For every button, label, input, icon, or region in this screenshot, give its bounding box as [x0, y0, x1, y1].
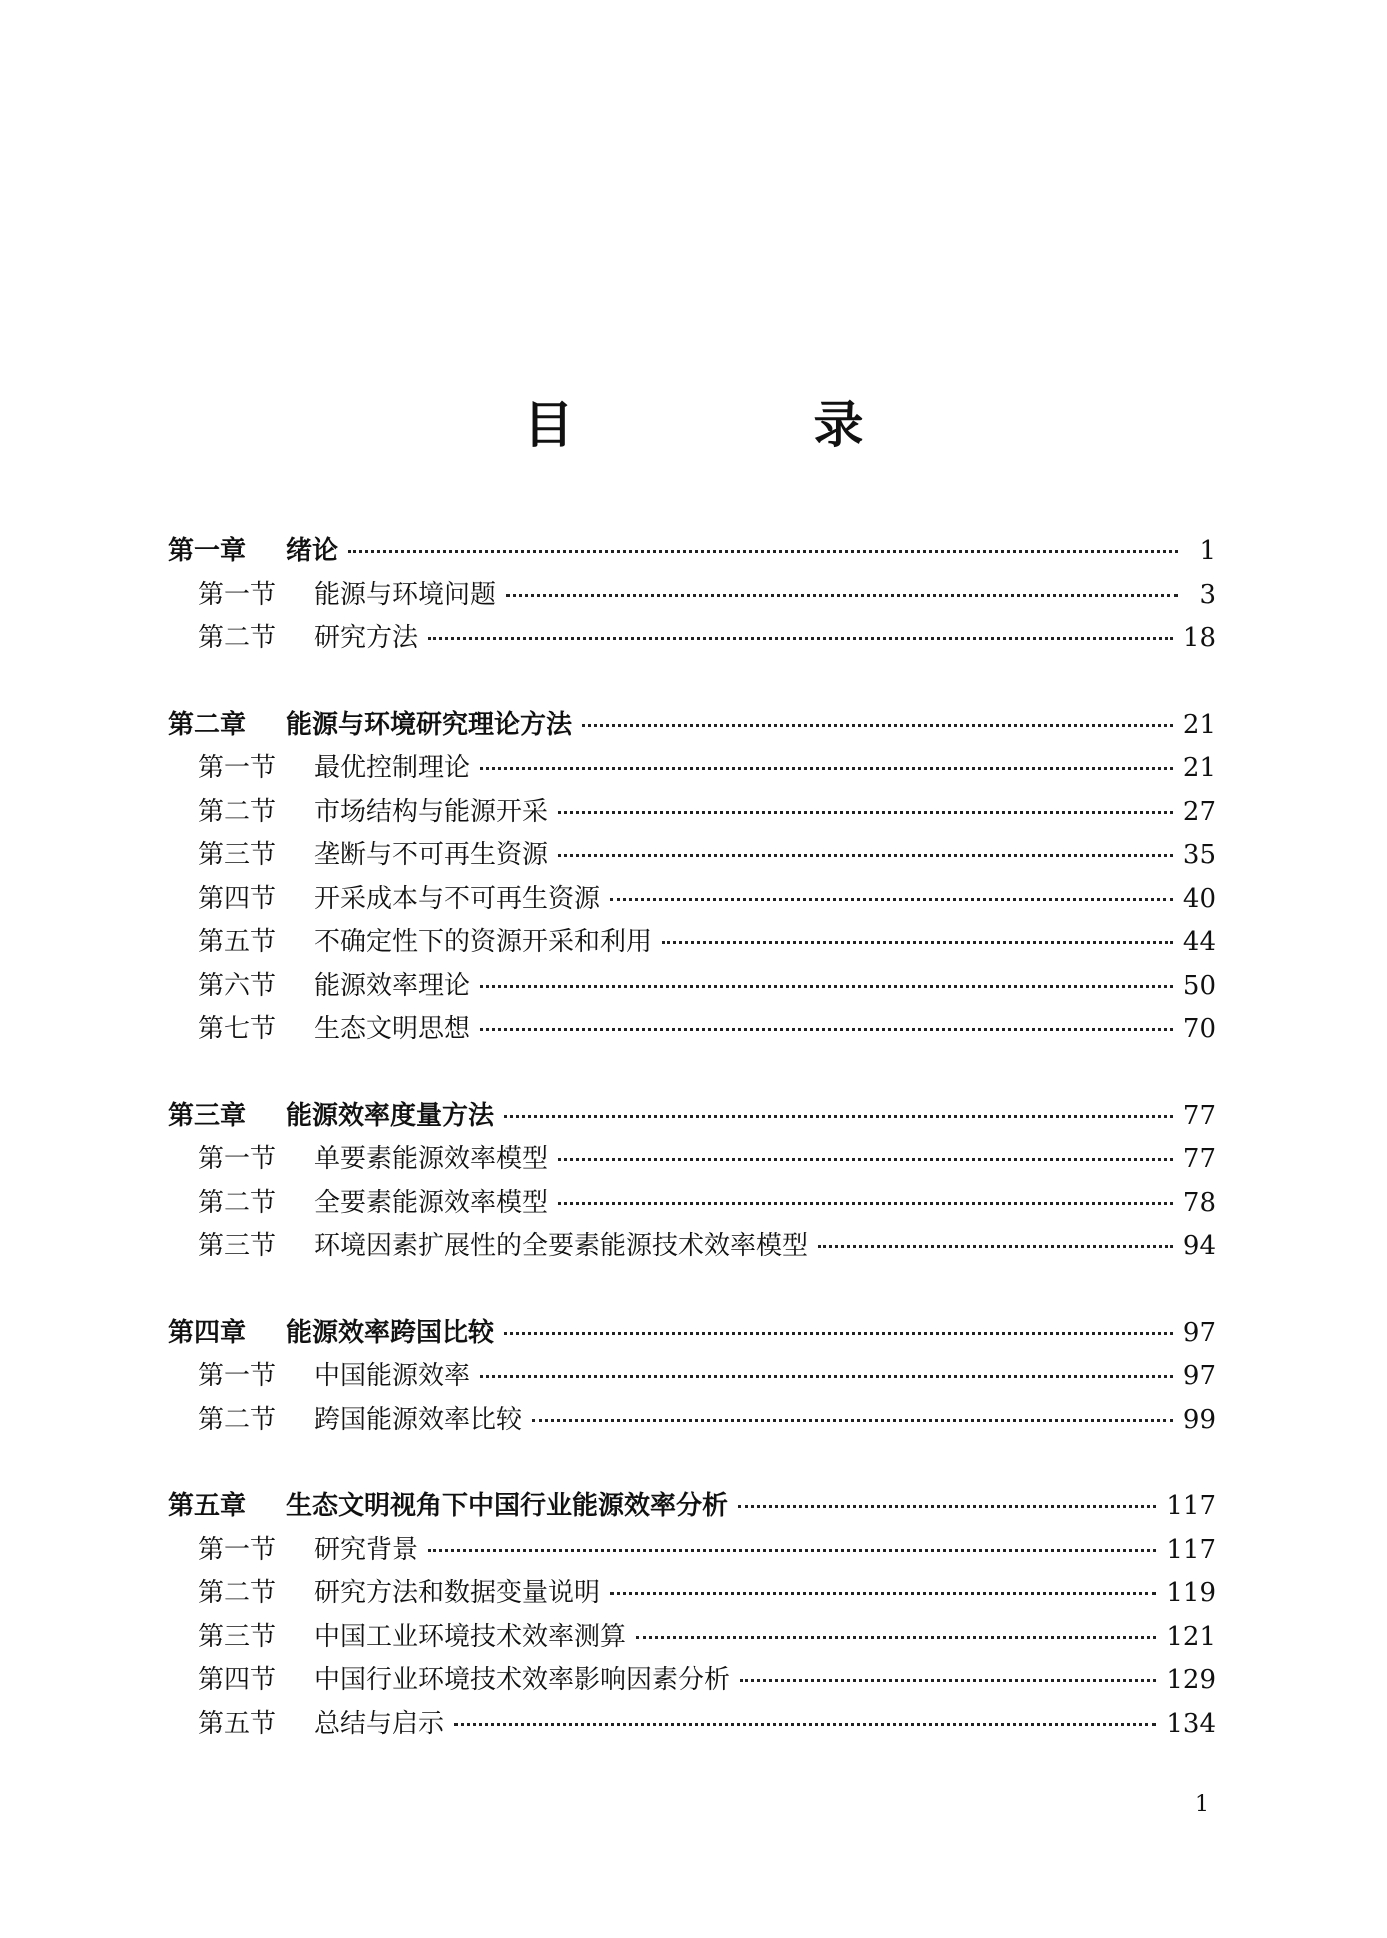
entry-label: 第二节 — [198, 623, 277, 653]
section-entry[interactable] — [168, 965, 1216, 1009]
entry-label: 第七节 — [198, 1014, 277, 1044]
entry-label: 第二章 — [168, 709, 247, 740]
section-entry[interactable] — [168, 1138, 1216, 1182]
entry-page-number: 35 — [1182, 840, 1216, 870]
dot-leader — [428, 634, 1173, 640]
section-entry[interactable] — [168, 747, 1216, 791]
entry-page-number: 50 — [1182, 970, 1216, 1001]
entry-page-number: 1 — [1199, 536, 1216, 566]
dot-leader — [636, 1633, 1156, 1639]
entry-page-number: 99 — [1182, 1404, 1216, 1435]
section-entry[interactable] — [168, 1399, 1216, 1443]
entry-title: 不确定性下的资源开采和利用 — [314, 927, 653, 957]
entry-page-number: 117 — [1166, 1534, 1216, 1565]
entry-title: 中国能源效率 — [314, 1361, 471, 1391]
entry-title: 中国工业环境技术效率测算 — [314, 1621, 627, 1652]
entry-label: 第三节 — [198, 1621, 277, 1652]
section-entry[interactable] — [168, 1008, 1216, 1052]
entry-page-number: 134 — [1166, 1708, 1216, 1739]
entry-label: 第五节 — [198, 1708, 277, 1739]
section-entry[interactable] — [168, 791, 1216, 835]
chapter-block — [168, 1485, 1216, 1746]
entry-page-number: 40 — [1182, 883, 1216, 914]
entry-title: 能源与环境研究理论方法 — [286, 709, 573, 740]
entry-title: 研究方法 — [314, 623, 419, 653]
section-entry[interactable] — [168, 1703, 1216, 1747]
entry-label: 第一节 — [198, 1144, 277, 1174]
entry-label: 第四节 — [198, 883, 277, 914]
chapter-entry[interactable] — [168, 1312, 1216, 1356]
entry-page-number: 77 — [1182, 1144, 1216, 1174]
entry-label: 第三节 — [198, 1231, 277, 1261]
entry-title: 全要素能源效率模型 — [314, 1187, 549, 1218]
entry-page-number: 94 — [1182, 1231, 1216, 1261]
dot-leader — [558, 808, 1173, 814]
entry-title: 研究背景 — [314, 1534, 419, 1565]
chapter-block — [168, 1095, 1216, 1269]
entry-page-number: 21 — [1182, 709, 1216, 740]
entry-page-number: 97 — [1182, 1317, 1216, 1348]
section-entry[interactable] — [168, 1659, 1216, 1703]
section-entry[interactable] — [168, 921, 1216, 965]
entry-title: 绪论 — [286, 536, 339, 566]
page-number: 1 — [1195, 1792, 1209, 1817]
entry-label: 第五章 — [168, 1491, 247, 1521]
dot-leader — [504, 1112, 1173, 1118]
section-entry[interactable] — [168, 1529, 1216, 1573]
entry-title: 开采成本与不可再生资源 — [314, 883, 601, 914]
entry-title: 环境因素扩展性的全要素能源技术效率模型 — [314, 1231, 809, 1261]
entry-label: 第五节 — [198, 927, 277, 957]
entry-label: 第二节 — [198, 1404, 277, 1435]
dot-leader — [610, 1589, 1156, 1595]
dot-leader — [610, 895, 1173, 901]
chapter-entry[interactable] — [168, 704, 1216, 748]
dot-leader — [506, 591, 1178, 597]
entry-page-number: 129 — [1166, 1665, 1216, 1695]
entry-label: 第一节 — [198, 1361, 277, 1391]
entry-title: 能源效率度量方法 — [286, 1100, 495, 1131]
entry-page-number: 97 — [1182, 1361, 1216, 1391]
chapter-entry[interactable] — [168, 1485, 1216, 1529]
entry-title: 能源效率理论 — [314, 970, 471, 1001]
entry-label: 第四节 — [198, 1665, 277, 1695]
dot-leader — [662, 938, 1173, 944]
section-entry[interactable] — [168, 1572, 1216, 1616]
entry-page-number: 117 — [1166, 1491, 1216, 1521]
section-entry[interactable] — [168, 1355, 1216, 1399]
entry-title: 市场结构与能源开采 — [314, 796, 549, 827]
entry-title: 生态文明视角下中国行业能源效率分析 — [286, 1491, 729, 1521]
dot-leader — [532, 1416, 1173, 1422]
entry-page-number: 3 — [1199, 579, 1216, 610]
dot-leader — [480, 1025, 1173, 1031]
chapter-block — [168, 530, 1216, 661]
dot-leader — [740, 1676, 1156, 1682]
entry-label: 第一章 — [168, 536, 247, 566]
entry-label: 第一节 — [198, 753, 277, 783]
section-entry[interactable] — [168, 878, 1216, 922]
dot-leader — [818, 1242, 1173, 1248]
dot-leader — [582, 721, 1173, 727]
entry-label: 第二节 — [198, 1578, 277, 1608]
dot-leader — [454, 1720, 1156, 1726]
entry-label: 第二节 — [198, 796, 277, 827]
dot-leader — [348, 547, 1178, 553]
entry-label: 第三章 — [168, 1100, 247, 1131]
entry-title: 最优控制理论 — [314, 753, 471, 783]
page-title: 目 录 — [523, 396, 959, 454]
entry-title: 研究方法和数据变量说明 — [314, 1578, 601, 1608]
entry-label: 第三节 — [198, 840, 277, 870]
entry-page-number: 18 — [1182, 623, 1216, 653]
dot-leader — [558, 1199, 1173, 1205]
dot-leader — [480, 982, 1173, 988]
entry-label: 第六节 — [198, 970, 277, 1001]
dot-leader — [480, 1372, 1173, 1378]
entry-label: 第四章 — [168, 1317, 247, 1348]
section-entry[interactable] — [168, 1616, 1216, 1660]
dot-leader — [738, 1502, 1156, 1508]
entry-page-number: 70 — [1182, 1014, 1216, 1044]
dot-leader — [558, 1155, 1173, 1161]
entry-title: 总结与启示 — [314, 1708, 445, 1739]
entry-page-number: 78 — [1182, 1187, 1216, 1218]
section-entry[interactable] — [168, 617, 1216, 661]
dot-leader — [504, 1329, 1173, 1335]
entry-page-number: 119 — [1166, 1578, 1216, 1608]
entry-label: 第二节 — [198, 1187, 277, 1218]
entry-page-number: 77 — [1182, 1100, 1216, 1131]
section-entry[interactable] — [168, 1225, 1216, 1269]
chapter-entry[interactable] — [168, 530, 1216, 574]
dot-leader — [558, 851, 1173, 857]
entry-title: 单要素能源效率模型 — [314, 1144, 549, 1174]
entry-title: 生态文明思想 — [314, 1014, 471, 1044]
entry-title: 跨国能源效率比较 — [314, 1404, 523, 1435]
entry-label: 第一节 — [198, 1534, 277, 1565]
entry-title: 能源效率跨国比较 — [286, 1317, 495, 1348]
entry-label: 第一节 — [198, 579, 277, 610]
entry-page-number: 44 — [1182, 927, 1216, 957]
dot-leader — [480, 764, 1173, 770]
section-entry[interactable] — [168, 574, 1216, 618]
entry-title: 中国行业环境技术效率影响因素分析 — [314, 1665, 731, 1695]
table-of-contents — [168, 530, 1216, 1789]
chapter-block — [168, 704, 1216, 1052]
section-entry[interactable] — [168, 1182, 1216, 1226]
entry-page-number: 21 — [1182, 753, 1216, 783]
chapter-entry[interactable] — [168, 1095, 1216, 1139]
section-entry[interactable] — [168, 834, 1216, 878]
entry-title: 垄断与不可再生资源 — [314, 840, 549, 870]
chapter-block — [168, 1312, 1216, 1443]
dot-leader — [428, 1546, 1156, 1552]
entry-title: 能源与环境问题 — [314, 579, 497, 610]
entry-page-number: 121 — [1166, 1621, 1216, 1652]
entry-page-number: 27 — [1182, 796, 1216, 827]
